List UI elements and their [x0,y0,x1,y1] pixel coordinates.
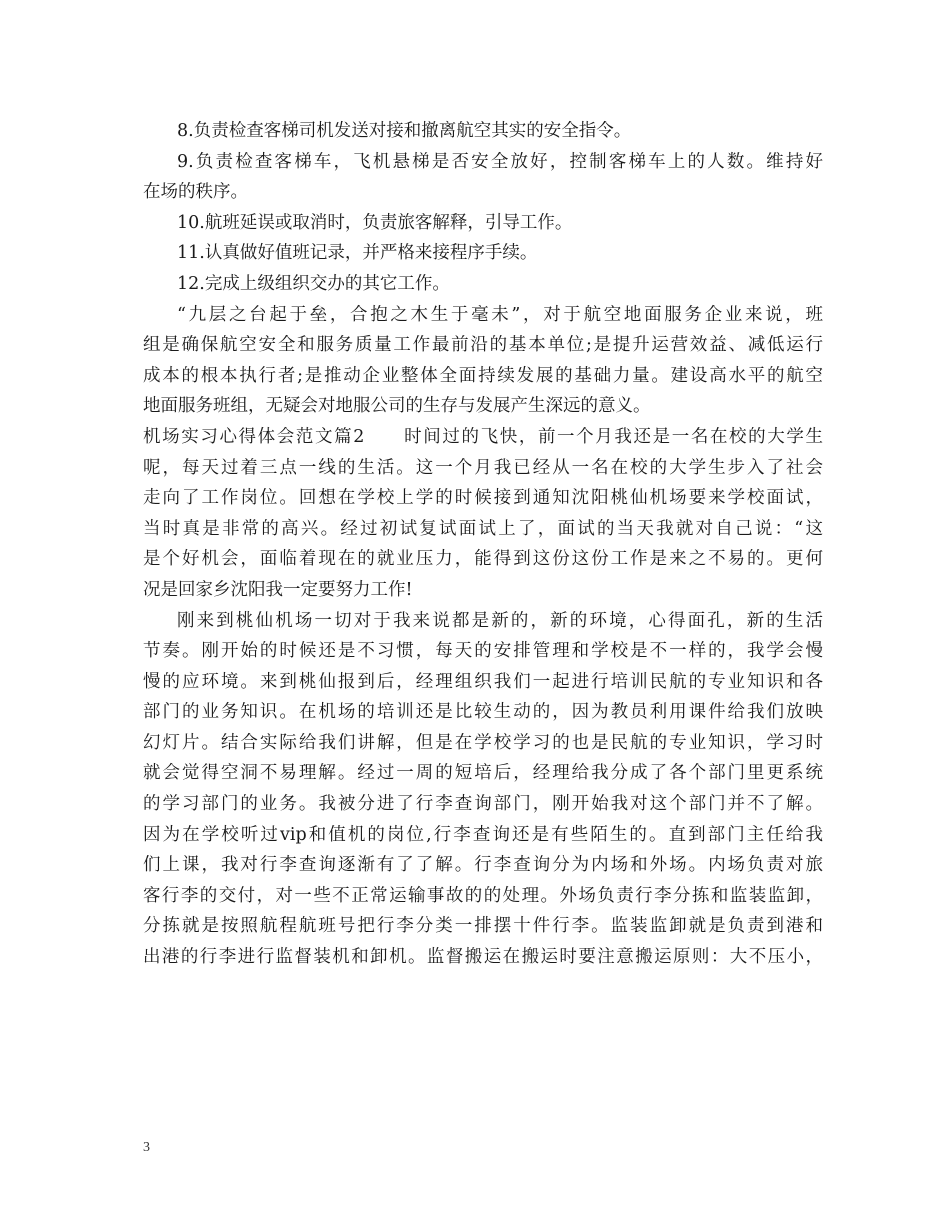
text-line: 们上课，我对行李查询逐渐有了了解。行李查询分为内场和外场。内场负责对旅 [143,855,823,876]
text-line: 分拣就是按照航程航班号把行李分类一排摆十件行李。监装监卸就是负责到港和 [143,916,823,937]
text-line: 机场实习心得体会范文篇2 时间过的飞快，前一个月我还是一名在校的大学生 [143,426,823,447]
text-line: 9.负责检查客梯车，飞机悬梯是否安全放好，控制客梯车上的人数。维持好 [177,151,823,172]
text-line: 是个好机会，面临着现在的就业压力，能得到这份这份工作是来之不易的。更何 [143,549,823,570]
text-line: 当时真是非常的高兴。经过初试复试面试上了，面试的当天我就对自己说：“这 [143,518,823,539]
document-body [143,116,823,973]
text-line: 组是确保航空安全和服务质量工作最前沿的基本单位;是提升运营效益、减低运行 [143,335,823,356]
text-line: 慢的应环境。来到桃仙报到后，经理组织我们一起进行培训民航的专业知识和各 [143,671,823,692]
text-line: 部门的业务知识。在机场的培训还是比较生动的，因为教员利用课件给我们放映 [143,702,823,723]
text-line: 的学习部门的业务。我被分进了行李查询部门，刚开始我对这个部门并不了解。 [143,794,823,815]
text-line: 呢，每天过着三点一线的生活。这一个月我已经从一名在校的大学生步入了社会 [143,457,823,478]
text-line: 在场的秩序。 [143,182,248,203]
text-line: 节奏。刚开始的时候还是不习惯，每天的安排管理和学校是不一样的，我学会慢 [143,641,823,662]
text-line: 因为在学校听过vip和值机的岗位,行李查询还是有些陌生的。直到部门主任给我 [143,824,823,845]
page-number: 3 [143,1140,150,1155]
text-line: 就会觉得空洞不易理解。经过一周的短培后，经理给我分成了各个部门里更系统 [143,763,823,784]
text-line: 走向了工作岗位。回想在学校上学的时候接到通知沈阳桃仙机场要来学校面试， [143,488,823,509]
text-line: 刚来到桃仙机场一切对于我来说都是新的，新的环境，心得面孔，新的生活 [177,610,823,631]
text-line: 况是回家乡沈阳我一定要努力工作! [143,579,413,600]
text-line: 成本的根本执行者;是推动企业整体全面持续发展的基础力量。建设高水平的航空 [143,365,823,386]
text-line: 10.航班延误或取消时，负责旅客解释，引导工作。 [177,212,573,233]
text-line: 11.认真做好值班记录，并严格来接程序手续。 [177,243,538,264]
text-line: “九层之台起于垒，合抱之木生于毫未”，对于航空地面服务企业来说，班 [177,304,823,325]
text-line: 出港的行李进行监督装机和卸机。监督搬运在搬运时要注意搬运原则：大不压小， [143,947,823,968]
text-line: 地面服务班组，无疑会对地服公司的生存与发展产生深远的意义。 [143,396,651,417]
text-line: 12.完成上级组织交办的其它工作。 [177,273,450,294]
text-line: 幻灯片。结合实际给我们讲解，但是在学校学习的也是民航的专业知识，学习时 [143,732,823,753]
text-line: 客行李的交付，对一些不正常运输事故的的处理。外场负责行李分拣和监装监卸， [143,885,823,906]
text-line: 8.负责检查客梯司机发送对接和撤离航空其实的安全指令。 [177,121,632,141]
